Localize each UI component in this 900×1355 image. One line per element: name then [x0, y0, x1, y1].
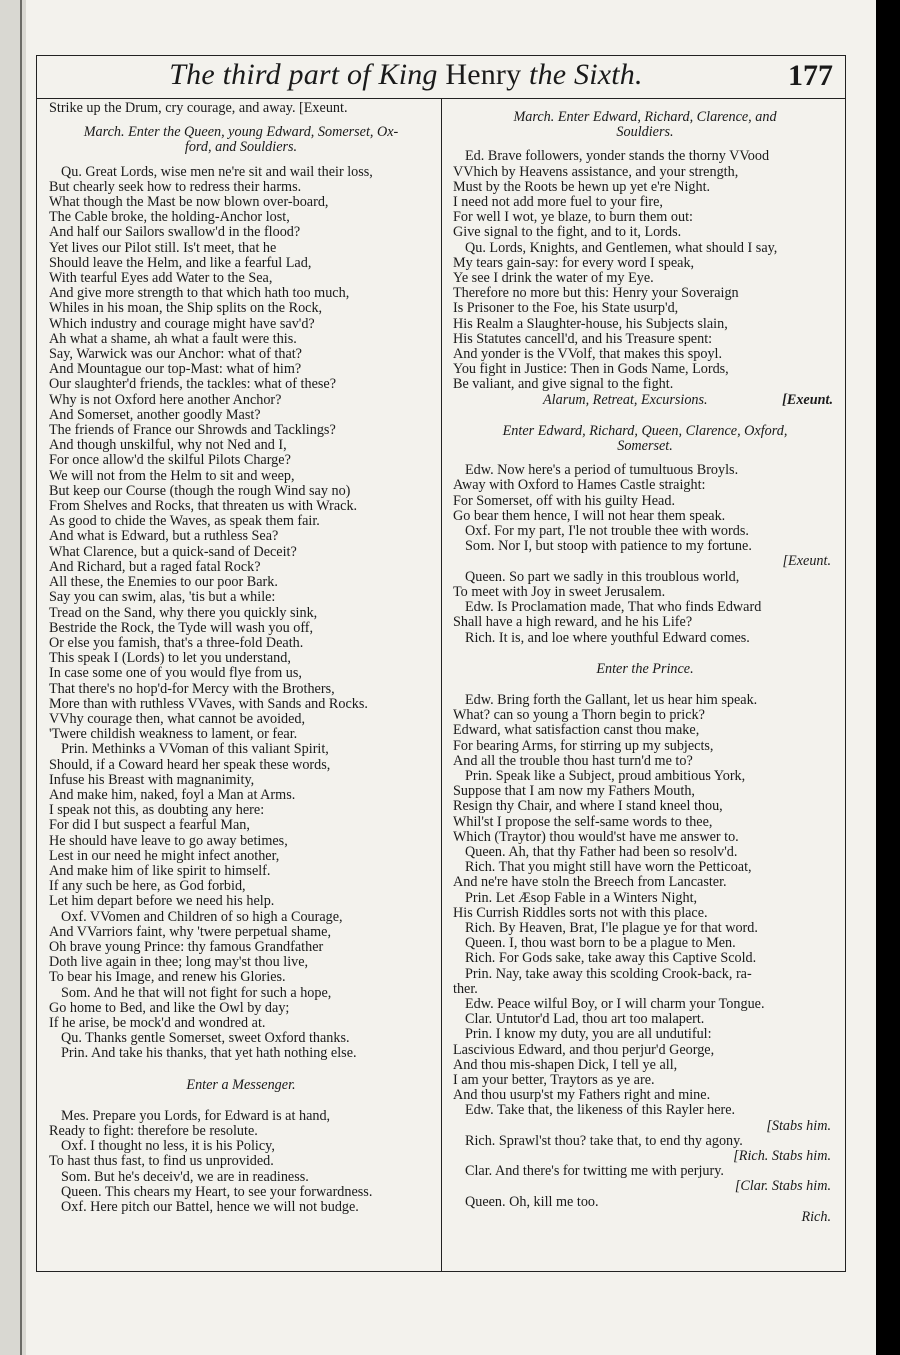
text-line: Rich. For Gods sake, take away this Captive Scold. — [465, 950, 757, 967]
text-line: Oxf. I thought no less, it is his Policy, — [61, 1138, 275, 1155]
text-line: Mes. Prepare you Lords, for Edward is at hand, — [61, 1107, 331, 1124]
text-line: To meet with Joy in sweet Jerusalem. — [453, 583, 666, 600]
text-line: Prin. I know my duty, you are all undutiful: — [465, 1026, 712, 1043]
exit-direction: [Exeunt. — [782, 391, 833, 408]
text-line: 'Twere childish weakness to lament, or fear. — [49, 726, 298, 743]
text-line: And ne're have stoln the Breech from Lancaster. — [453, 874, 727, 891]
exit-direction: [Exeunt. — [782, 553, 831, 570]
text-line: Or else you famish, that's a three-fold Death. — [49, 634, 304, 651]
text-line: Strike up the Drum, cry courage, and away. [Exeunt. — [49, 100, 348, 116]
text-line: Be valiant, and give signal to the fight. — [453, 376, 674, 393]
text-line: Prin. Speak like a Subject, proud ambitious York, — [465, 767, 746, 784]
text-line: Rich. By Heaven, Brat, I'le plague ye for that word. — [465, 919, 758, 936]
page-number: 177 — [788, 59, 833, 92]
text-line: His Currish Riddles sorts not with this place. — [453, 904, 708, 921]
text-line: Qu. Lords, Knights, and Gentlemen, what should I say, — [465, 239, 778, 256]
text-line: Ed. Brave followers, yonder stands the thorny VVood — [465, 148, 770, 165]
text-line: Qu. Great Lords, wise men ne're sit and wail their loss, — [61, 163, 373, 180]
text-line: Queen. So part we sadly in this troublous world, — [465, 568, 740, 585]
text-line: I speak not this, as doubting any here: — [49, 802, 265, 819]
text-line: And make him, naked, foyl a Man at Arms. — [49, 786, 296, 803]
text-line: And VVarriors faint, why 'twere perpetual shame, — [49, 923, 332, 940]
stage-direction: March. Enter the Queen, young Edward, Somerset, Ox- — [83, 124, 399, 141]
text-line: Must by the Roots be hewn up yet e're Night. — [453, 178, 711, 195]
text-line: And thou usurp'st my Fathers right and mine. — [453, 1087, 711, 1104]
text-line: If he arise, be mock'd and wondred at. — [49, 1014, 266, 1031]
text-line: That there's no hop'd-for Mercy with the Brothers, — [49, 680, 335, 697]
exit-direction: [Clar. Stabs him. — [734, 1178, 831, 1195]
text-line: His Statutes cancell'd, and his Treasure spent: — [453, 330, 713, 347]
text-line: Prin. Let Æsop Fable in a Winters Night, — [465, 889, 698, 906]
text-line: Oxf. VVomen and Children of so high a Courage, — [61, 908, 343, 925]
left-column — [49, 101, 433, 1215]
text-line: Away with Oxford to Hames Castle straight: — [453, 477, 706, 494]
text-line: To bear his Image, and renew his Glories. — [49, 969, 286, 986]
text-line: VVhy courage then, what cannot be avoided, — [49, 710, 306, 727]
text-line: Edw. Peace wilful Boy, or I will charm your Tongue. — [465, 995, 765, 1012]
stage-direction: March. Enter Edward, Richard, Clarence, and — [513, 109, 777, 125]
text-line: The Cable broke, the holding-Anchor lost, — [49, 209, 290, 226]
page-frame — [36, 55, 846, 1272]
text-line: Whiles in his moan, the Ship splits on the Rock, — [49, 300, 323, 317]
text-line: Doth live again in thee; long may'st thou live, — [49, 954, 309, 971]
text-line: And half our Sailors swallow'd in the flood? — [49, 224, 301, 241]
text-line: Queen. I, thou wast born to be a plague to Men. — [465, 935, 736, 952]
stage-direction: ford, and Souldiers. — [184, 139, 298, 156]
text-line: What? can so young a Thorn begin to prick? — [453, 707, 705, 724]
text-line: Which industry and courage might have sav'd? — [49, 315, 315, 332]
text-line: Therefore no more but this: Henry your Soveraign — [453, 285, 739, 302]
text-line: Give signal to the fight, and to it, Lords. — [453, 224, 682, 241]
text-line: Lest in our need he might infect another, — [49, 847, 280, 864]
text-line: And all the trouble thou hast turn'd me to? — [453, 752, 693, 769]
text-line: Qu. Thanks gentle Somerset, sweet Oxford thanks. — [61, 1030, 350, 1047]
text-line: VVhich by Heavens assistance, and your strength, — [453, 163, 739, 180]
text-line: Prin. Methinks a VVoman of this valiant Spirit, — [61, 741, 329, 758]
text-line: For did I but suspect a fearful Man, — [49, 817, 250, 834]
text-line: Go home to Bed, and like the Owl by day; — [49, 999, 290, 1016]
text-line: Edw. Take that, the likeness of this Rayler here. — [465, 1102, 736, 1119]
text-line: As good to chide the Waves, as speak them fair. — [49, 513, 320, 530]
text-line: And thou mis-shapen Dick, I tell ye all, — [453, 1056, 678, 1073]
stage-direction: Somerset. — [617, 438, 673, 455]
stage-direction: Enter a Messenger. — [186, 1076, 296, 1093]
text-line: Prin. And take his thanks, that yet hath nothing else. — [61, 1045, 357, 1062]
text-line: Let him depart before we need his help. — [49, 893, 275, 910]
text-line: Shall have a high reward, and he his Life? — [453, 614, 693, 631]
text-line: Resign thy Chair, and where I stand kneel thou, — [453, 798, 723, 815]
text-line: Rich. It is, and loe where youthful Edward comes. — [465, 629, 750, 646]
text-line: My tears gain-say: for every word I speak, — [453, 254, 695, 271]
text-line: Edward, what satisfaction canst thou make, — [453, 722, 700, 739]
text-line: And Mountague our top-Mast: what of him? — [49, 361, 302, 378]
text-line: You fight in Justice: Then in Gods Name, Lords, — [453, 361, 729, 378]
running-title: The third part of King Henry the Sixth. — [169, 58, 643, 91]
text-line: With tearful Eyes add Water to the Sea, — [49, 270, 273, 287]
text-line: For well I wot, ye blaze, to burn them out: — [453, 209, 693, 226]
text-line: Suppose that I am now my Fathers Mouth, — [453, 783, 695, 800]
text-line: Ye see I drink the water of my Eye. — [453, 270, 654, 287]
text-line: Tread on the Sand, why there you quickly sink, — [49, 604, 318, 621]
text-line: Edw. Is Proclamation made, That who finds Edward — [465, 599, 762, 616]
text-line: Edw. Now here's a period of tumultuous Broyls. — [465, 462, 739, 479]
text-line: I am your better, Traytors as ye are. — [453, 1071, 655, 1088]
text-line: Ah what a shame, ah what a fault were this. — [49, 330, 297, 347]
text-line: Should, if a Coward heard her speak these words, — [49, 756, 331, 773]
text-line: Our slaughter'd friends, the tackles: what of these? — [49, 376, 336, 393]
text-line: Say you can swim, alas, 'tis but a while: — [49, 589, 276, 606]
text-line: We will not from the Helm to sit and weep, — [49, 467, 295, 484]
text-line: And what is Edward, but a ruthless Sea? — [49, 528, 279, 545]
text-line: More than with ruthless VVaves, with Sands and Rocks. — [49, 695, 368, 712]
text-line: But chearly seek how to redress their harms. — [49, 178, 302, 195]
text-line: If any such be here, as God forbid, — [49, 878, 246, 895]
text-line: Is Prisoner to the Foe, his State usurp'd, — [453, 300, 679, 317]
stage-direction: Souldiers. — [616, 124, 674, 141]
text-line: All these, the Enemies to our poor Bark. — [49, 574, 278, 591]
text-line: Go bear them hence, I will not hear them speak. — [453, 507, 726, 524]
stage-direction-row — [453, 393, 837, 408]
text-line: For Somerset, off with his guilty Head. — [453, 492, 675, 509]
exit-direction: [Stabs him. — [766, 1117, 831, 1134]
text-line: But keep our Course (though the rough Wind say no) — [49, 482, 351, 499]
text-line: What Clarence, but a quick-sand of Deceit? — [49, 543, 297, 560]
text-line: His Realm a Slaughter-house, his Subjects slain, — [453, 315, 728, 332]
text-line: In case some one of you would flye from us, — [49, 665, 302, 682]
catchword: Rich. — [801, 1208, 831, 1225]
text-line: Som. And he that will not fight for such a hope, — [61, 984, 332, 1001]
text-line: And give more strength to that which hath too much, — [49, 285, 350, 302]
column-rule — [441, 98, 442, 1271]
text-line: And though unskilful, why not Ned and I, — [49, 437, 287, 454]
text-line: And Somerset, another goodly Mast? — [49, 406, 261, 423]
text-line: Som. But he's deceiv'd, we are in readiness. — [61, 1168, 309, 1185]
text-line: Oxf. For my part, I'le not trouble thee with words. — [465, 523, 749, 540]
text-line: Queen. Oh, kill me too. — [465, 1193, 599, 1210]
text-line: Infuse his Breast with magnanimity, — [49, 771, 255, 788]
text-line: To hast thus fast, to find us unprovided. — [49, 1153, 274, 1170]
text-line: Ready to fight: therefore be resolute. — [49, 1123, 258, 1139]
text-line: ther. — [453, 980, 478, 997]
text-line: The friends of France our Shrowds and Tacklings? — [49, 422, 336, 439]
text-line: Queen. Ah, that thy Father had been so resolv'd. — [465, 843, 738, 860]
stage-direction: Enter Edward, Richard, Queen, Clarence, Oxford, — [502, 422, 788, 439]
text-line: Why is not Oxford here another Anchor? — [49, 391, 282, 408]
text-line: Lascivious Edward, and thou perjur'd George, — [453, 1041, 715, 1058]
text-line: Edw. Bring forth the Gallant, let us hear him speak. — [465, 691, 758, 708]
right-column — [453, 101, 837, 1225]
text-line: For once allow'd the skilful Pilots Charge? — [49, 452, 291, 469]
exit-direction: [Rich. Stabs him. — [733, 1148, 831, 1164]
text-line: Which (Traytor) thou would'st have me answer to. — [453, 828, 739, 845]
text-line: Queen. This chears my Heart, to see your forwardness. — [61, 1183, 373, 1200]
text-line: Som. Nor I, but stoop with patience to my fortune. — [465, 538, 752, 555]
text-line: For bearing Arms, for stirring up my subjects, — [453, 737, 714, 754]
book-page — [26, 0, 876, 1355]
text-line: Rich. That you might still have worn the Petticoat, — [465, 859, 752, 876]
text-line: Should leave the Helm, and like a fearful Lad, — [49, 254, 312, 271]
text-line: He should have leave to go away betimes, — [49, 832, 288, 849]
stage-direction: Enter the Prince. — [596, 660, 694, 677]
adjacent-page-edge — [0, 0, 26, 1355]
text-line: Bestride the Rock, the Tyde will wash you off, — [49, 619, 314, 636]
text-line: What though the Mast be now blown over-board, — [49, 194, 329, 211]
text-line: Yet lives our Pilot still. Is't meet, that he — [49, 239, 277, 256]
text-line: Say, Warwick was our Anchor: what of that? — [49, 346, 302, 363]
text-line: Rich. Sprawl'st thou? take that, to end thy agony. — [465, 1132, 743, 1149]
text-line: And make him of like spirit to himself. — [49, 862, 271, 879]
text-line: Whil'st I propose the self-same words to thee, — [453, 813, 713, 830]
text-line: I need not add more fuel to your fire, — [453, 194, 663, 211]
text-line: Oh brave young Prince: thy famous Grandfather — [49, 938, 324, 955]
text-line: Prin. Nay, take away this scolding Crook-back, ra- — [465, 965, 752, 982]
text-line: Clar. Untutor'd Lad, thou art too malapert. — [465, 1011, 705, 1028]
stage-direction: Alarum, Retreat, Excursions. — [543, 391, 708, 408]
text-line: This speak I (Lords) to let you understand, — [49, 650, 291, 667]
text-line: Clar. And there's for twitting me with perjury. — [465, 1163, 724, 1180]
text-line: From Shelves and Rocks, that threaten us with Wrack. — [49, 498, 358, 515]
text-line: And yonder is the VVolf, that makes this spoyl. — [453, 346, 723, 363]
text-line: Oxf. Here pitch our Battel, hence we will not budge. — [61, 1199, 359, 1216]
text-line: And Richard, but a raged fatal Rock? — [49, 558, 261, 575]
